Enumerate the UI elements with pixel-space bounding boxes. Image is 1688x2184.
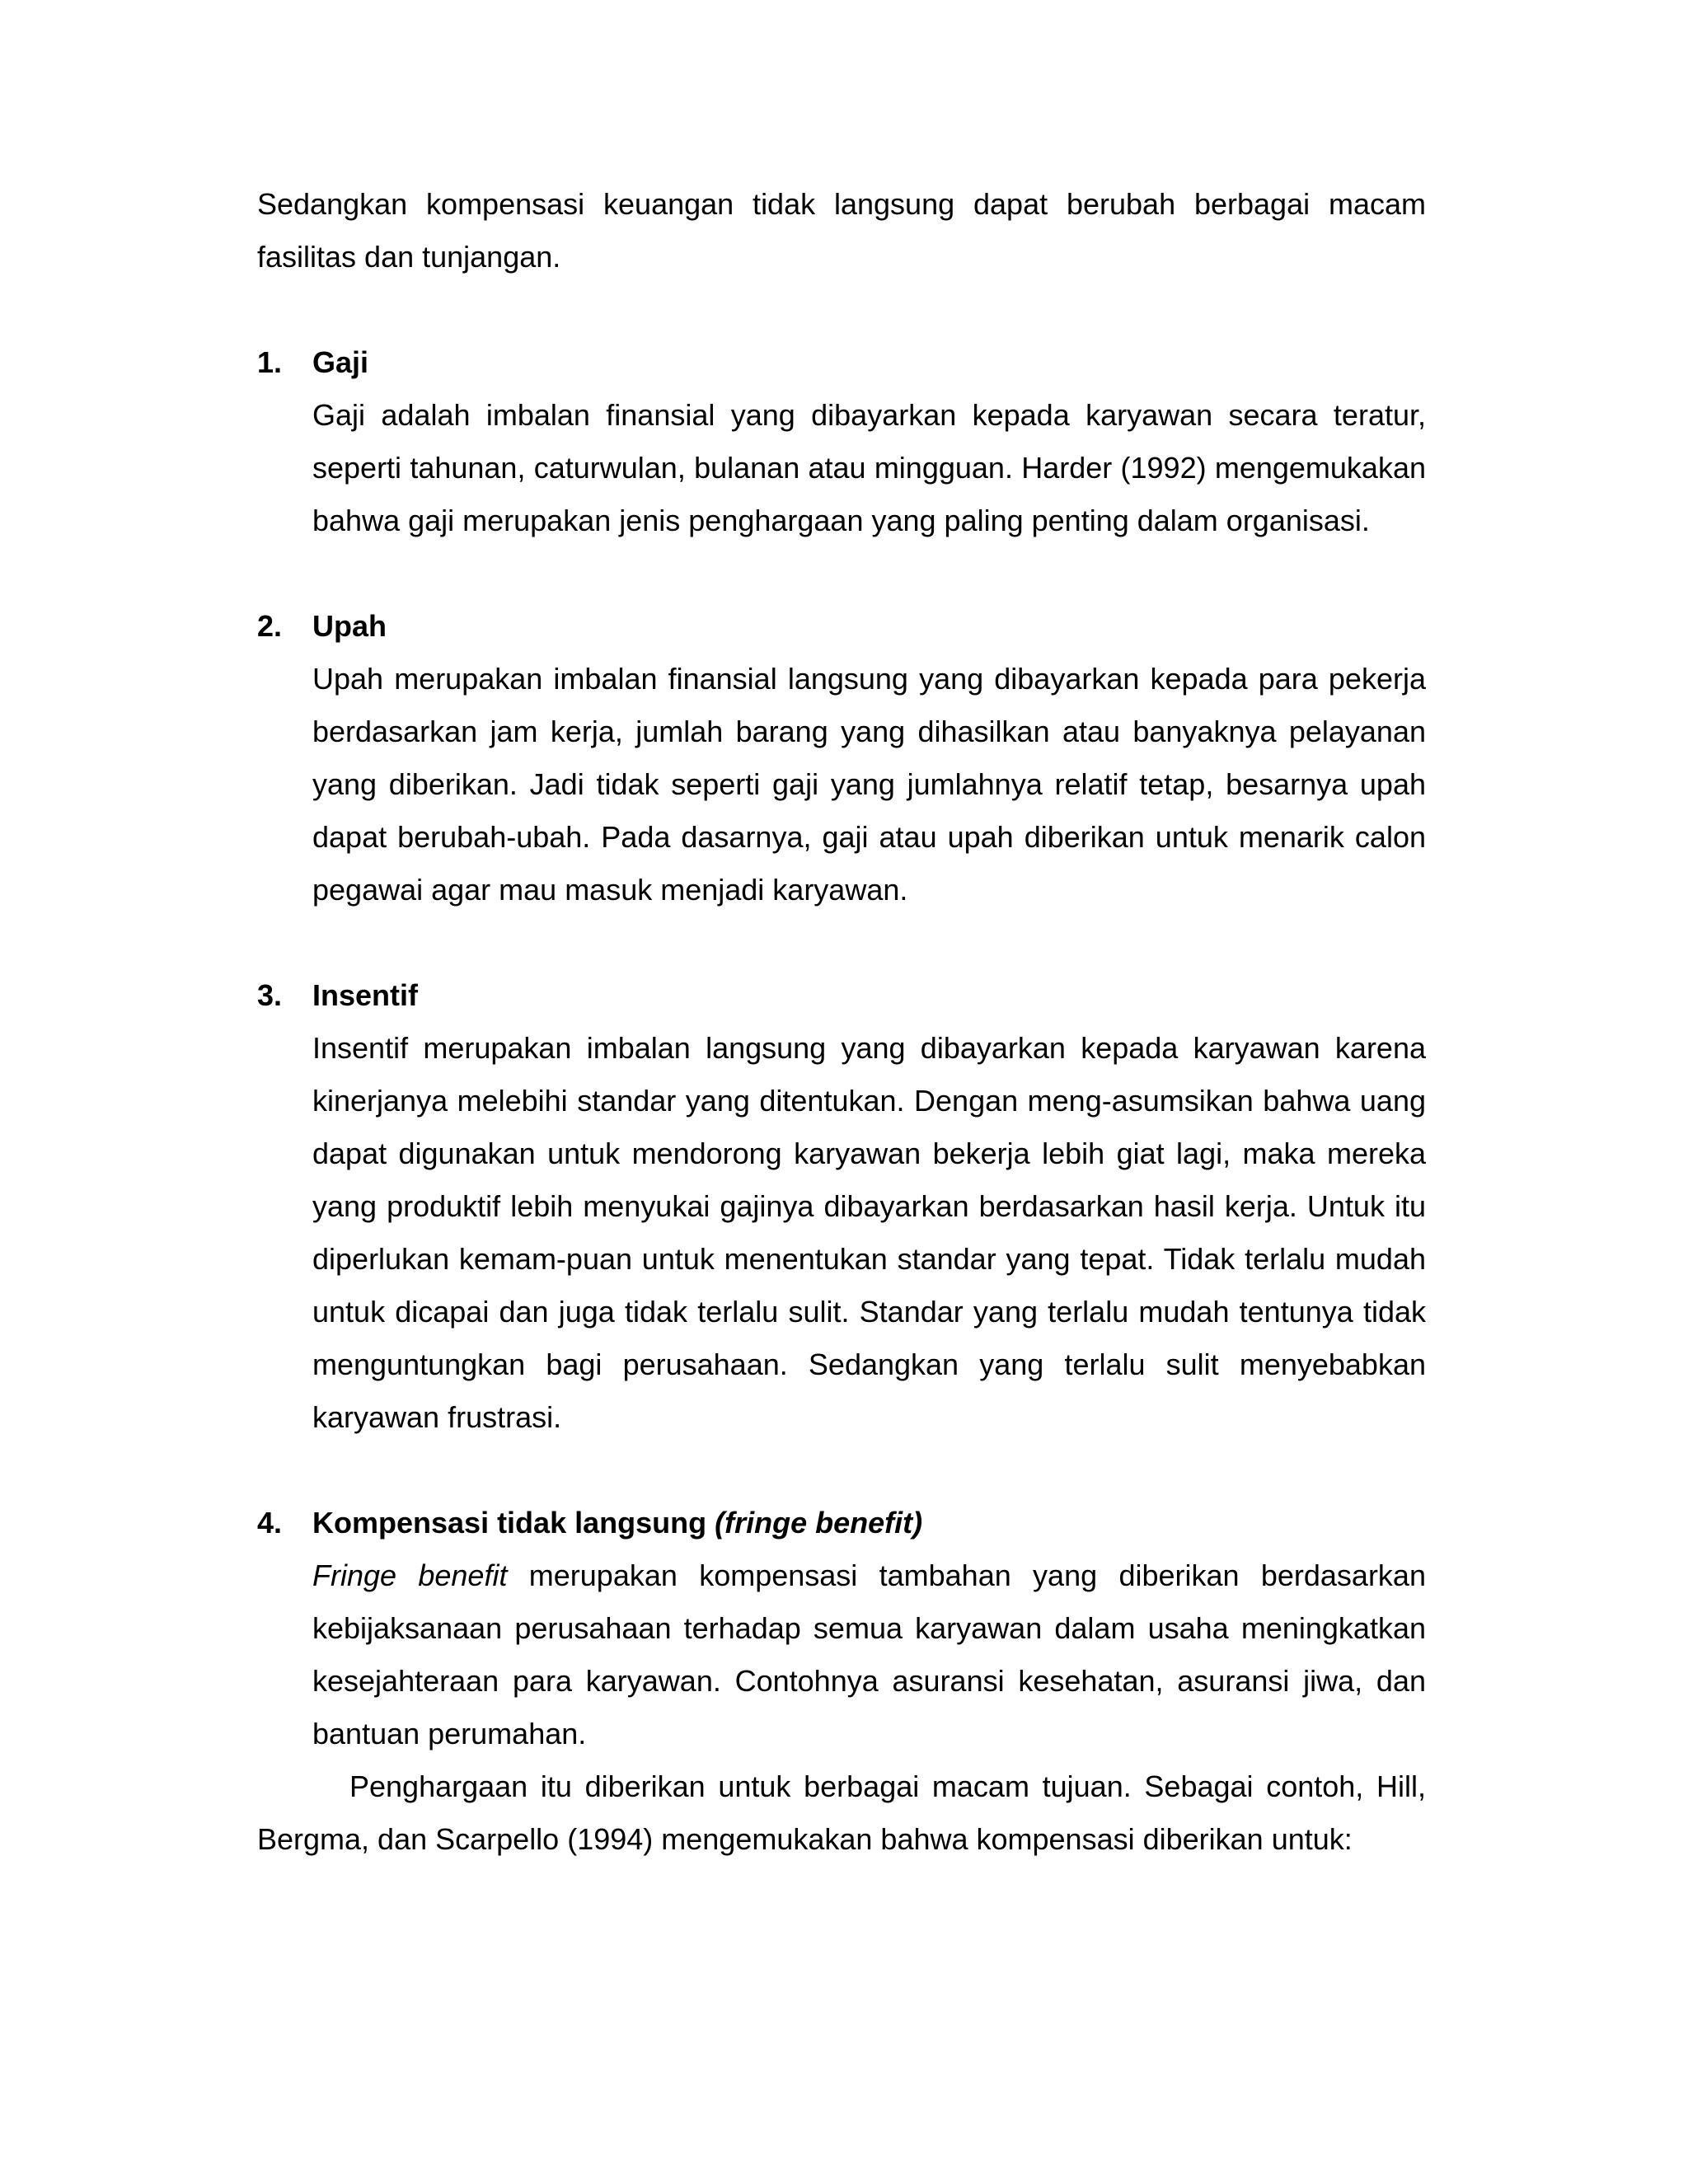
heading-italic-text: (fringe benefit) — [715, 1506, 923, 1540]
item-heading — [312, 600, 1426, 653]
intro-paragraph: Sedangkan kompensasi keuangan tidak langsung dapat berubah berbagai macam fasilitas dan tunjangan. — [257, 187, 1426, 274]
item-body — [312, 1549, 1426, 1760]
heading-text: Insentif — [312, 978, 419, 1012]
item-body: Gaji adalah imbalan finansial yang dibayarkan kepada karyawan secara teratur, seperti tahunan, caturwulan, bulanan atau mingguan. Harder (1992) mengemukakan bahwa gaji merupakan jenis penghargaan yang paling penting dalam organisasi. — [312, 398, 1426, 537]
list-number: 4. — [257, 1506, 283, 1540]
list-number: 3. — [257, 978, 283, 1012]
item-body: Upah merupakan imbalan finansial langsung yang dibayarkan kepada para pekerja berdasarkan jam kerja, jumlah barang yang dihasilkan atau banyaknya pelayanan yang diberikan. Jadi tidak seperti gaji yang jumlahnya relatif tetap, besarnya upah dapat berubah-ubah. Pada dasarnya, gaji atau upah diberikan untuk menarik calon pegawai agar mau masuk menjadi karyawan. — [312, 662, 1426, 907]
closing-paragraph: Penghargaan itu diberikan untuk berbagai macam tujuan. Sebagai contoh, Hill, Bergma, dan Scarpello (1994) mengemukakan bahwa kompensasi diberikan untuk: — [257, 1769, 1426, 1856]
heading-text: Upah — [312, 609, 387, 643]
list-item-upah — [257, 600, 1426, 916]
item-heading — [312, 1497, 1426, 1549]
list-item-gaji — [257, 336, 1426, 547]
item-heading — [312, 336, 1426, 389]
item-body: Insentif merupakan imbalan langsung yang dibayarkan kepada karyawan karena kinerjanya melebihi standar yang ditentukan. Dengan meng-asumsikan bahwa uang dapat digunakan untuk mendorong karyawan bekerja lebih giat lagi, maka mereka yang produktif lebih menyukai gajinya dibayarkan berdasarkan hasil kerja. Untuk itu diperlukan kemam-puan untuk menentukan standar yang tepat. Tidak terlalu mudah untuk dicapai dan juga tidak terlalu sulit. Standar yang terlalu mudah tentunya tidak menguntungkan bagi perusahaan. Sedangkan yang terlalu sulit menyebabkan karyawan frustrasi. — [312, 1031, 1426, 1434]
item-heading — [312, 969, 1426, 1022]
list-item-insentif — [257, 969, 1426, 1444]
list-item-kompensasi-tidak-langsung — [257, 1497, 1426, 1760]
body-text: merupakan kompensasi tambahan yang diberikan berdasarkan kebijaksanaan perusahaan terhadap semua karyawan dalam usaha meningkatkan kesejahteraan para karyawan. Contohnya asuransi kesehatan, asuransi jiwa, dan bantuan perumahan. — [312, 1558, 1426, 1750]
body-italic-lead: Fringe benefit — [312, 1558, 508, 1592]
heading-text: Gaji — [312, 345, 369, 379]
list-number: 1. — [257, 345, 283, 379]
document-page — [257, 178, 1426, 1866]
list-number: 2. — [257, 609, 283, 643]
heading-text: Kompensasi tidak langsung — [312, 1506, 707, 1540]
